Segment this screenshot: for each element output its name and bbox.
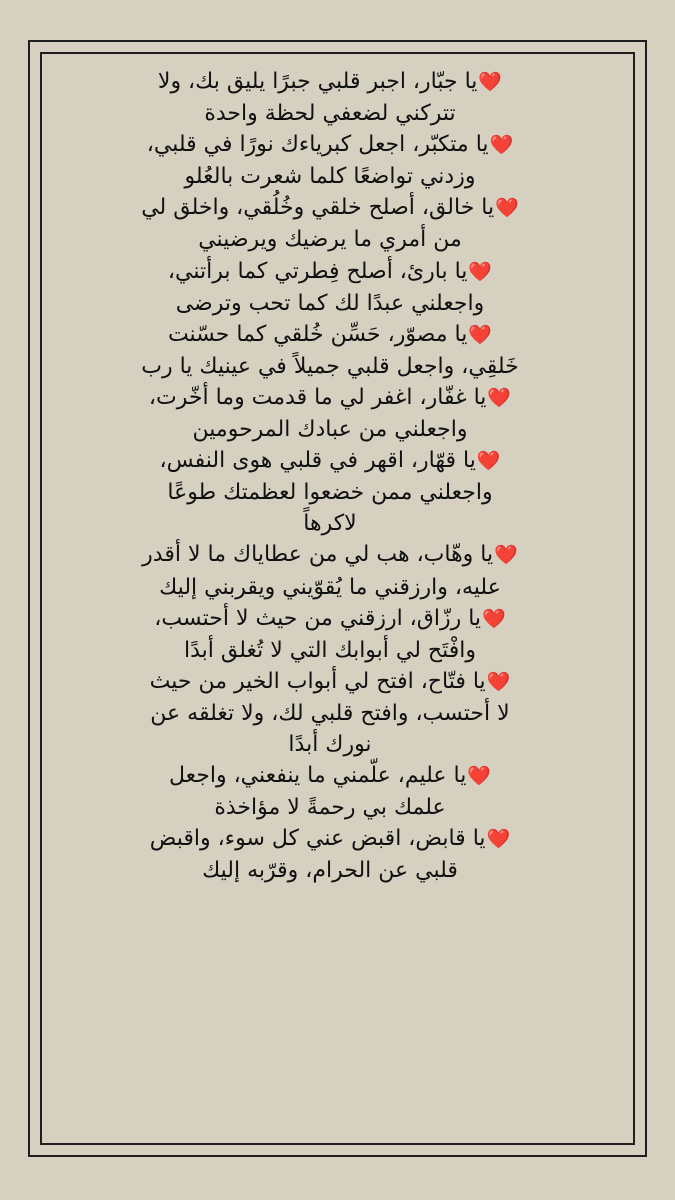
- verse-text: يا مصوّر، حَسِّن خُلقي كما حسّنت خَلقِي، واجعل قلبي جميلاً في عينيك يا رب: [141, 321, 519, 379]
- verse-item: [140, 539, 520, 602]
- dua-text-block: [140, 66, 520, 886]
- verse-item: [140, 66, 520, 129]
- verse-item: [140, 319, 520, 382]
- heart-icon: ❤️: [486, 670, 511, 693]
- verse-item: [140, 445, 520, 539]
- heart-icon: ❤️: [468, 260, 493, 283]
- verse-item: [140, 129, 520, 192]
- heart-icon: ❤️: [486, 828, 511, 851]
- verse-item: [140, 666, 520, 760]
- verse-text: يا جبّار، اجبر قلبي جبرًا يليق بك، ولا تتركني لضعفي لحظة واحدة: [157, 69, 478, 127]
- verse-text: يا قهّار، اقهر في قلبي هوى النفس، واجعلني ممن خضعوا لعظمتك طوعًا لاكرهاً: [159, 448, 493, 537]
- verse-text: يا رزّاق، ارزقني من حيث لا أحتسب، وافْتَح لي أبوابك التي لا تُغلق أبدًا: [154, 605, 482, 663]
- verse-item: [140, 603, 520, 666]
- heart-icon: ❤️: [476, 450, 501, 473]
- heart-icon: ❤️: [489, 134, 514, 157]
- verse-text: يا وهّاب، هب لي من عطاياك ما لا أقدر عليه، وارزقني ما يُقوّيني ويقربني إليك: [142, 542, 501, 600]
- heart-icon: ❤️: [482, 607, 506, 630]
- verse-item: [140, 823, 520, 886]
- heart-icon: ❤️: [495, 197, 519, 220]
- verse-item: [140, 382, 520, 445]
- verse-text: يا بارئ، أصلح فِطرتي كما برأتني، واجعلني عبدًا لك كما تحب وترضى: [167, 258, 485, 316]
- verse-text: يا غفّار، اغفر لي ما قدمت وما أخّرت، واجعلني من عبادك المرحومين: [148, 384, 487, 443]
- verse-item: [140, 760, 520, 823]
- verse-text: يا عليم، علّمني ما ينفعني، واجعل علمك بي رحمةً لا مؤاخذة: [168, 763, 467, 821]
- verse-text: يا خالق، أصلح خلقي وخُلُقي، واخلق لي من أمري ما يرضيك ويرضيني: [141, 195, 495, 253]
- heart-icon: ❤️: [478, 71, 503, 93]
- verse-item: [140, 192, 520, 255]
- verse-item: [140, 256, 520, 319]
- heart-icon: ❤️: [468, 323, 493, 346]
- verse-text: يا فتّاح، افتح لي أبواب الخير من حيث لا أحتسب، وافتح قلبي لك، ولا تغلقه عن نورك أبدًا: [149, 668, 510, 757]
- heart-icon: ❤️: [467, 765, 492, 788]
- heart-icon: ❤️: [494, 544, 518, 567]
- verse-text: يا متكبّر، اجعل كبرياءك نورًا في قلبي، وزدني تواضعًا كلما شعرت بالعُلو: [146, 132, 489, 190]
- verse-text: يا قابض، اقبض عني كل سوء، واقبض قلبي عن الحرام، وقرّبه إليك: [149, 826, 486, 884]
- heart-icon: ❤️: [487, 386, 512, 409]
